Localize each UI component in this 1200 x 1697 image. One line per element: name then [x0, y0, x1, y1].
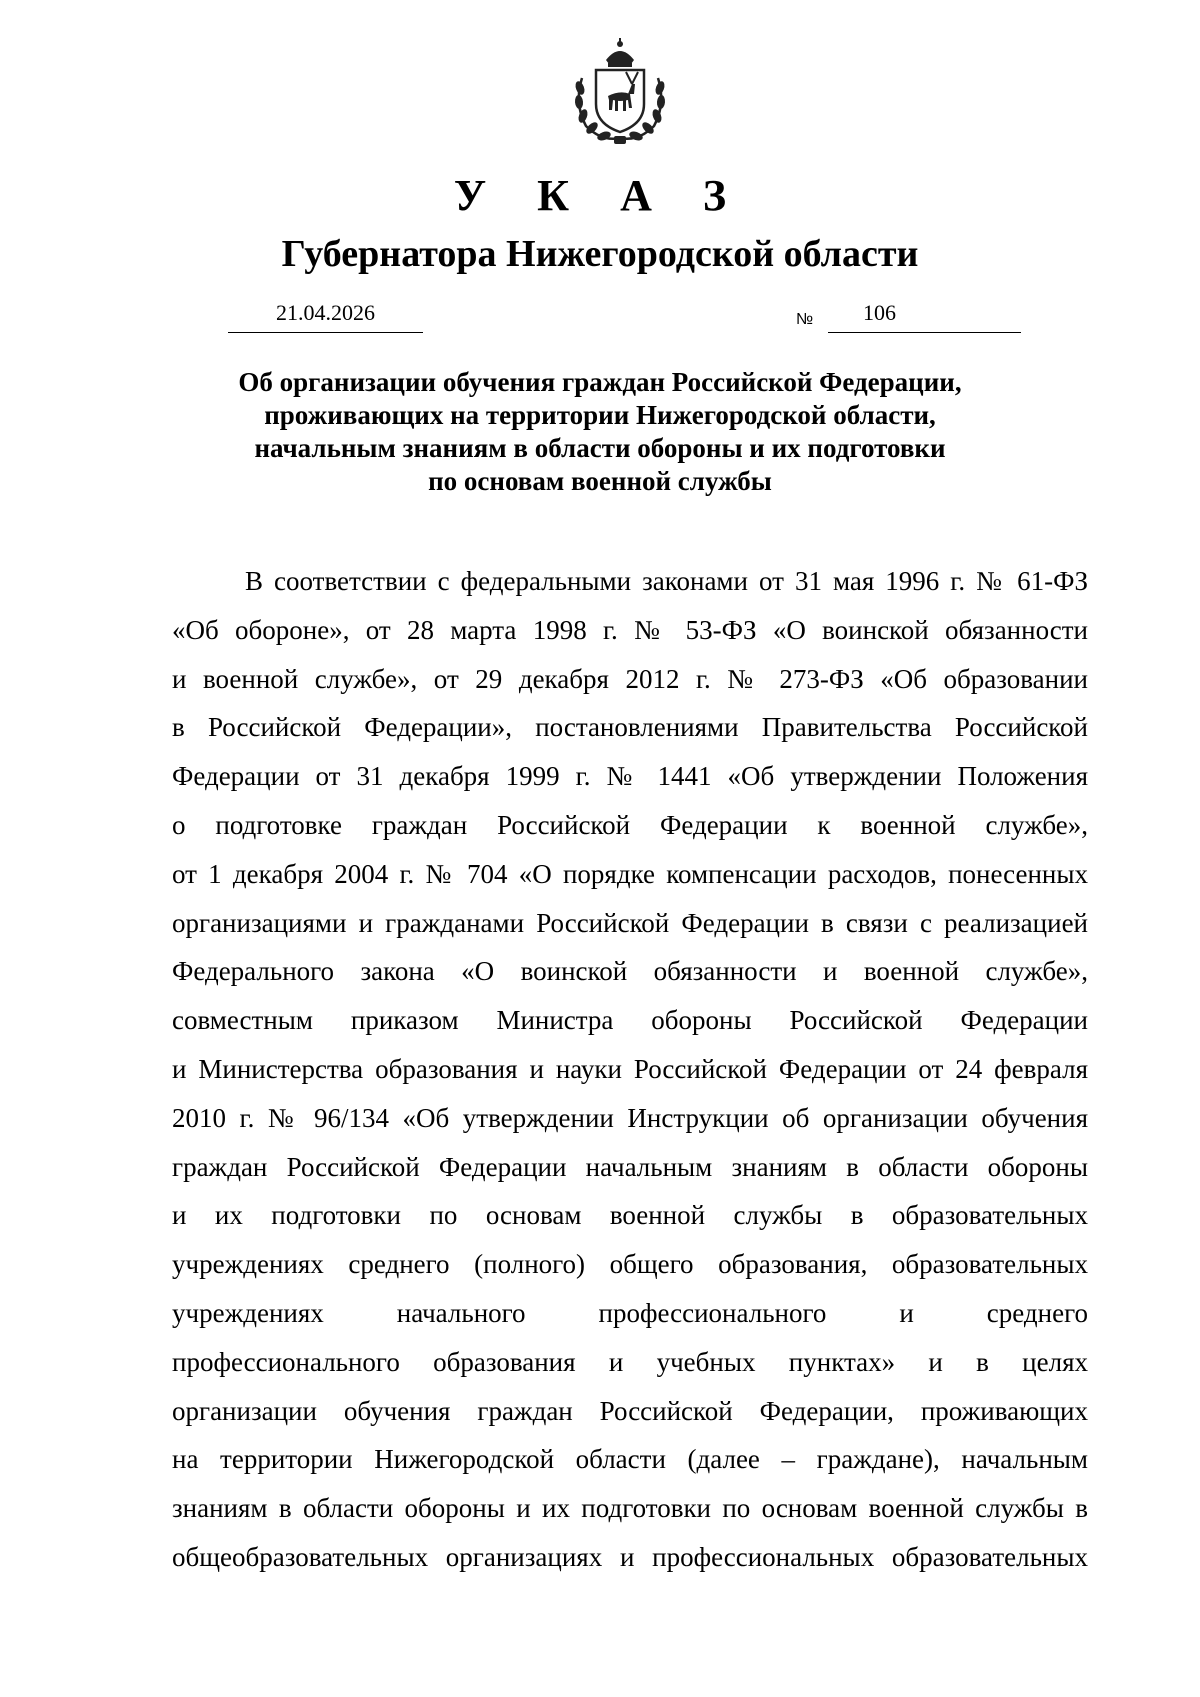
subject-line: Об организации обучения граждан Российской Федерации,: [238, 367, 962, 397]
document-number: [828, 298, 1021, 333]
document-title: У К А З: [453, 171, 747, 220]
body-line: организациями и гражданами Российской Федерации в связи с реализацией: [172, 907, 1088, 938]
body-line: «Об обороне», от 28 марта 1998 г. № 53-ФЗ «О воинской обязанности: [172, 614, 1088, 645]
body-line: учреждениях начального профессионального и среднего: [172, 1297, 1088, 1328]
subject-line: по основам военной службы: [428, 466, 772, 496]
body-line: на территории Нижегородской области (далее – граждане), начальным: [172, 1444, 1088, 1475]
subject-line: начальным знаниям в области обороны и их подготовки: [254, 433, 946, 463]
number-sign: №: [796, 311, 814, 328]
document-issuer: Губернатора Нижегородской области: [281, 233, 919, 275]
body-line: граждан Российской Федерации начальным знаниям в области обороны: [172, 1151, 1088, 1182]
document-subject: [170, 366, 1030, 498]
subject-line: проживающих на территории Нижегородской области,: [264, 400, 936, 430]
body-line: и военной службе», от 29 декабря 2012 г. № 273-ФЗ «Об образовании: [172, 663, 1088, 694]
document-date: [228, 298, 423, 333]
body-line: общеобразовательных организациях и профессиональных образовательных: [172, 1541, 1088, 1572]
body-line: Федерации от 31 декабря 1999 г. № 1441 «Об утверждении Положения: [172, 761, 1088, 792]
coat-of-arms-icon: [568, 38, 672, 146]
body-line: организации обучения граждан Российской Федерации, проживающих: [172, 1395, 1088, 1426]
body-line: учреждениях среднего (полного) общего образования, образовательных: [172, 1249, 1088, 1280]
body-line: и их подготовки по основам военной службы в образовательных: [172, 1200, 1088, 1231]
body-line: Федерального закона «О воинской обязанности и военной службе»,: [172, 956, 1088, 987]
body-line: знаниям в области обороны и их подготовки по основам военной службы в: [172, 1493, 1088, 1524]
document-date-value: 21.04.2026: [276, 300, 375, 325]
document-number-value: 106: [863, 300, 896, 325]
body-line: и Министерства образования и науки Российской Федерации от 24 февраля: [172, 1053, 1088, 1084]
body-line: о подготовке граждан Российской Федерации к военной службе»,: [172, 809, 1088, 840]
body-line: от 1 декабря 2004 г. № 704 «О порядке компенсации расходов, понесенных: [172, 858, 1088, 889]
body-line: профессионального образования и учебных пунктах» и в целях: [172, 1346, 1088, 1377]
body-line: в Российской Федерации», постановлениями Правительства Российской: [172, 712, 1088, 743]
body-line: 2010 г. № 96/134 «Об утверждении Инструкции об организации обучения: [172, 1102, 1088, 1133]
body-line: совместным приказом Министра обороны Российской Федерации: [172, 1005, 1088, 1036]
document-body: [172, 557, 1088, 1582]
body-line: В соответствии с федеральными законами от 31 мая 1996 г. № 61-ФЗ: [245, 566, 1088, 596]
